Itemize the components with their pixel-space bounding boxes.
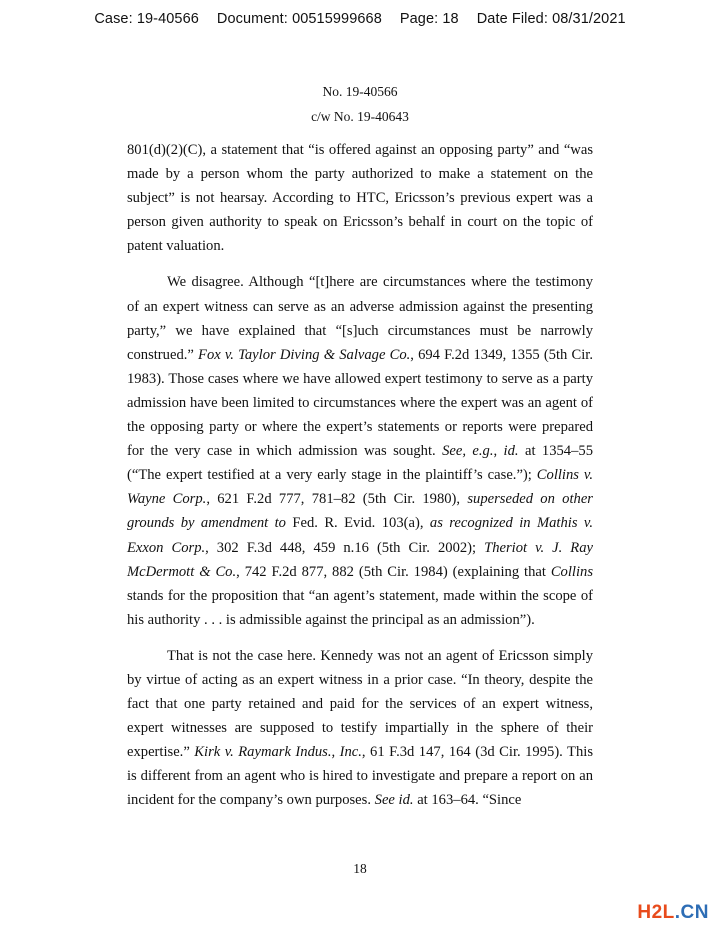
case-number: Case: 19-40566 [94,11,199,27]
text-run: , 742 F.2d 877, 882 (5th Cir. 1984) (explaining that [236,563,551,580]
italic-citation: superseded on other grounds by amendment to [127,491,593,532]
italic-citation: See, e.g. [442,443,494,460]
header-page-number: Page: 18 [399,11,459,27]
italic-citation: See id. [374,792,414,809]
consolidated-number: c/w No. 19-40643 [311,109,409,124]
italic-citation: as recognized in Mathis v. Exxon Corp. [127,515,593,556]
italic-citation: Fox v. Taylor Diving & Salvage Co. [198,346,411,363]
text-run: stands for the proposition that “an agent’s statement, made within the scope of his authority . . . is admissible against the principal as an admission”). [127,587,593,628]
italic-citation: Collins [550,563,593,580]
italic-citation: Collins v. Wayne Corp. [127,467,593,508]
text-run: 801(d)(2)(C), a statement that “is offered against an opposing party” and “was made by a person whom the party authorized to make a statement on the subject” is not hearsay. According to HTC, Ericsson’s previous expert was a person given authority to speak on Ericsson’s behalf in court on the topic of patent valuation. [127,142,593,255]
ecf-header [0,11,720,27]
opinion-body [127,138,593,813]
italic-citation: Kirk v. Raymark Indus., Inc. [194,744,362,761]
text-run: , 302 F.3d 448, 459 n.16 (5th Cir. 2002); [205,539,485,556]
paragraph [127,644,593,813]
doc-number: No. 19-40566 [322,84,398,99]
text-run: , 621 F.2d 777, 781–82 (5th Cir. 1980), [206,491,468,508]
watermark-part-1: H2L [637,902,675,923]
text-run: at 163–64. “Since [413,792,522,809]
watermark-part-2: .CN [674,902,709,923]
watermark-logo [637,902,709,924]
date-filed: Date Filed: 08/31/2021 [476,11,626,27]
page-number: 18 [353,861,367,876]
italic-citation: Theriot v. J. Ray McDermott & Co. [127,539,593,580]
paragraph [127,138,593,258]
italic-citation: id. [503,443,519,460]
text-run: Fed. R. Evid. 103(a), [285,515,430,532]
text-run: That is not the case here. Kennedy was not an agent of Ericsson simply by virtue of acting as an expert witness in a prior case. “In theory, despite the fact that one party retained and paid for the services of an expert witness, expert witnesses are supposed to testify impartially in the sphere of their expertise.” [127,647,593,761]
paragraph [127,270,593,631]
text-run: at 1354–55 (“The expert testified at a very early stage in the plaintiff’s case.”); [127,443,593,484]
text-run: , [493,443,504,460]
document-number: Document: 00515999668 [216,11,382,27]
text-run: , 694 F.2d 1349, 1355 (5th Cir. 1983). Those cases where we have allowed expert testimony to serve as a party admission have been limited to circumstances where the expert was an agent of the opposing party or where the expert’s statements or reports were prepared for the very case in which admission was sought. [127,346,593,460]
text-run: We disagree. Although “[t]here are circumstances where the testimony of an expert witness can serve as an adverse admission against the presenting party,” we have explained that “[s]uch circumstances must be narrowly construed.” [127,274,593,363]
text-run: , 61 F.3d 147, 164 (3d Cir. 1995). This is different from an agent who is hired to investigate and prepare a report on an incident for the company’s own purposes. [127,744,593,809]
